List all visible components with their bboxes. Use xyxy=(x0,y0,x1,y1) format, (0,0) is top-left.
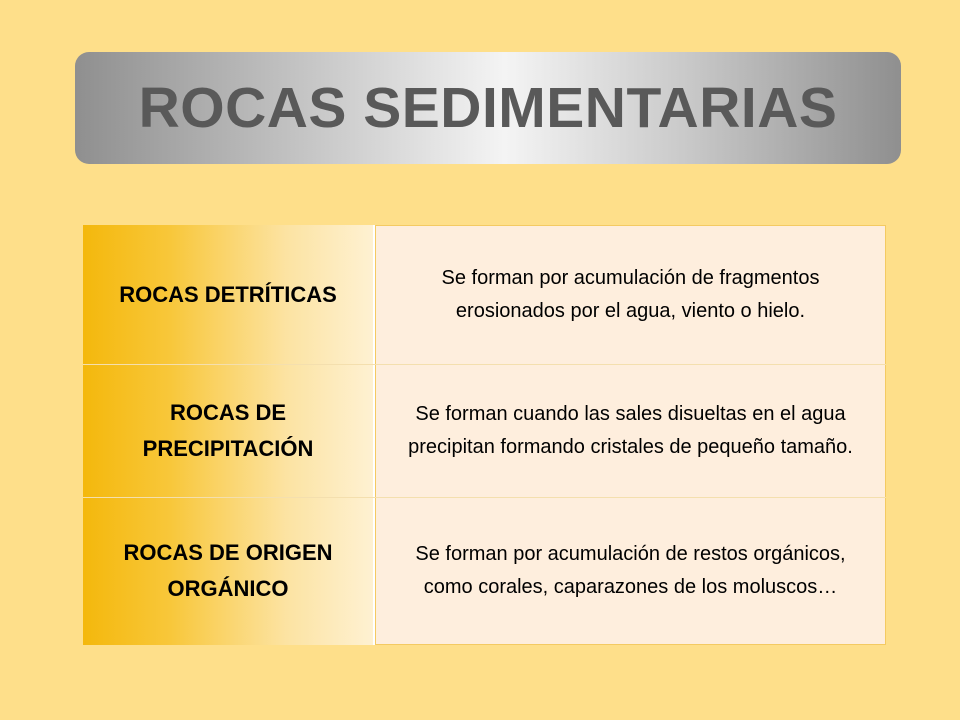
rock-type-name: ROCAS DETRÍTICAS xyxy=(119,281,337,307)
rock-type-cell xyxy=(83,225,375,364)
title-banner xyxy=(75,52,901,164)
rock-type-description: Se forman por acumulación de restos orgánicos, como corales, caparazones de los moluscos… xyxy=(415,542,846,598)
rock-type-name: ROCAS DE ORIGEN ORGÁNICO xyxy=(123,540,333,602)
rock-types-table xyxy=(83,225,886,645)
rock-description-cell xyxy=(375,225,886,364)
rock-description-cell xyxy=(375,365,886,496)
rock-description-cell xyxy=(375,498,886,645)
table-row xyxy=(83,225,886,365)
rock-type-description: Se forman por acumulación de fragmentos erosionados por el agua, viento o hielo. xyxy=(441,267,820,323)
table-row xyxy=(83,498,886,645)
table-row xyxy=(83,365,886,497)
rock-type-name: ROCAS DE PRECIPITACIÓN xyxy=(142,400,314,462)
rock-type-description: Se forman cuando las sales disueltas en el agua precipitan formando cristales de pequeño tamaño. xyxy=(408,403,853,459)
rock-type-cell xyxy=(83,365,375,496)
slide-title: ROCAS SEDIMENTARIAS xyxy=(138,76,838,140)
rock-type-cell xyxy=(83,498,375,645)
